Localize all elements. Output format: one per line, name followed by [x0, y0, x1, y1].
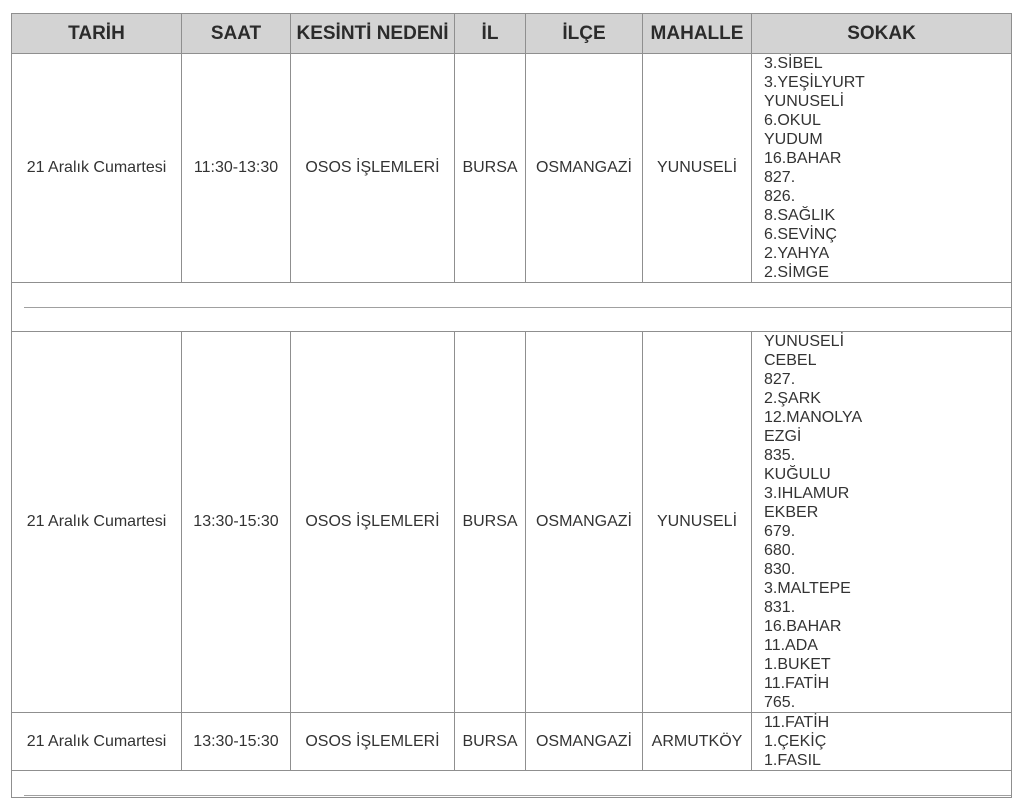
cell-il: BURSA	[455, 332, 526, 713]
cell-ilce: OSMANGAZİ	[526, 713, 643, 771]
header-sokak: SOKAK	[752, 14, 1012, 54]
street-name: 1.BUKET	[764, 656, 831, 673]
divider	[24, 307, 1011, 308]
street-name: YUNUSELİ	[764, 93, 845, 110]
street-name: 827.	[764, 371, 796, 388]
street-name: 3.IHLAMUR	[764, 485, 850, 502]
header-tarih: TARİH	[12, 14, 182, 54]
street-name: 3.YEŞİLYURT	[764, 74, 865, 91]
cell-sokak	[752, 54, 1012, 283]
outage-table-container	[11, 13, 1011, 798]
street-name: 16.BAHAR	[764, 150, 842, 167]
street-name: 6.OKUL	[764, 112, 821, 129]
cell-sokak	[752, 332, 1012, 713]
table-row	[12, 713, 1012, 771]
cell-tarih: 21 Aralık Cumartesi	[12, 54, 182, 283]
street-name: 765.	[764, 694, 796, 711]
street-name: 11.FATİH	[764, 675, 830, 692]
cell-ilce: OSMANGAZİ	[526, 332, 643, 713]
cell-mahalle: ARMUTKÖY	[643, 713, 752, 771]
street-name: 8.SAĞLIK	[764, 207, 836, 224]
street-name: 2.ŞARK	[764, 390, 821, 407]
cell-mahalle: YUNUSELİ	[643, 332, 752, 713]
street-name: 830.	[764, 561, 796, 578]
header-saat: SAAT	[182, 14, 291, 54]
cell-tarih: 21 Aralık Cumartesi	[12, 713, 182, 771]
cell-sokak	[752, 713, 1012, 771]
street-name: YUNUSELİ	[764, 333, 845, 350]
outage-table	[11, 13, 1012, 798]
street-name: 1.ÇEKİÇ	[764, 733, 827, 750]
street-name: YUDUM	[764, 131, 823, 148]
street-name: 11.ADA	[764, 637, 818, 654]
street-name: EKBER	[764, 504, 819, 521]
table-row	[12, 332, 1012, 713]
separator-row	[12, 283, 1012, 332]
street-name: KUĞULU	[764, 466, 831, 483]
header-il: İL	[455, 14, 526, 54]
street-name: 3.SİBEL	[764, 55, 823, 72]
street-name: 826.	[764, 188, 796, 205]
street-name: 3.MALTEPE	[764, 580, 851, 597]
cell-kesinti-nedeni: OSOS İŞLEMLERİ	[291, 332, 455, 713]
cell-il: BURSA	[455, 713, 526, 771]
street-name: 1.FASIL	[764, 752, 821, 769]
header-kesinti-nedeni: KESİNTİ NEDENİ	[291, 14, 455, 54]
separator-row	[12, 771, 1012, 798]
street-name: CEBEL	[764, 352, 817, 369]
street-name: 2.YAHYA	[764, 245, 830, 262]
cell-kesinti-nedeni: OSOS İŞLEMLERİ	[291, 54, 455, 283]
cell-ilce: OSMANGAZİ	[526, 54, 643, 283]
street-name: 679.	[764, 523, 796, 540]
street-name: 831.	[764, 599, 796, 616]
street-name: 12.MANOLYA	[764, 409, 863, 426]
table-row	[12, 54, 1012, 283]
street-name: 680.	[764, 542, 796, 559]
cell-kesinti-nedeni: OSOS İŞLEMLERİ	[291, 713, 455, 771]
cell-il: BURSA	[455, 54, 526, 283]
divider	[24, 795, 1011, 796]
header-mahalle: MAHALLE	[643, 14, 752, 54]
cell-mahalle: YUNUSELİ	[643, 54, 752, 283]
cell-saat: 13:30-15:30	[182, 713, 291, 771]
separator-cell	[12, 283, 1012, 332]
street-name: EZGİ	[764, 428, 802, 445]
separator-cell	[12, 771, 1012, 798]
street-name: 827.	[764, 169, 796, 186]
street-name: 2.SİMGE	[764, 264, 829, 281]
street-name: 835.	[764, 447, 796, 464]
cell-saat: 13:30-15:30	[182, 332, 291, 713]
cell-tarih: 21 Aralık Cumartesi	[12, 332, 182, 713]
header-ilce: İLÇE	[526, 14, 643, 54]
cell-saat: 11:30-13:30	[182, 54, 291, 283]
street-name: 16.BAHAR	[764, 618, 842, 635]
street-name: 11.FATİH	[764, 714, 830, 731]
street-name: 6.SEVİNÇ	[764, 226, 837, 243]
table-header-row	[12, 14, 1012, 54]
